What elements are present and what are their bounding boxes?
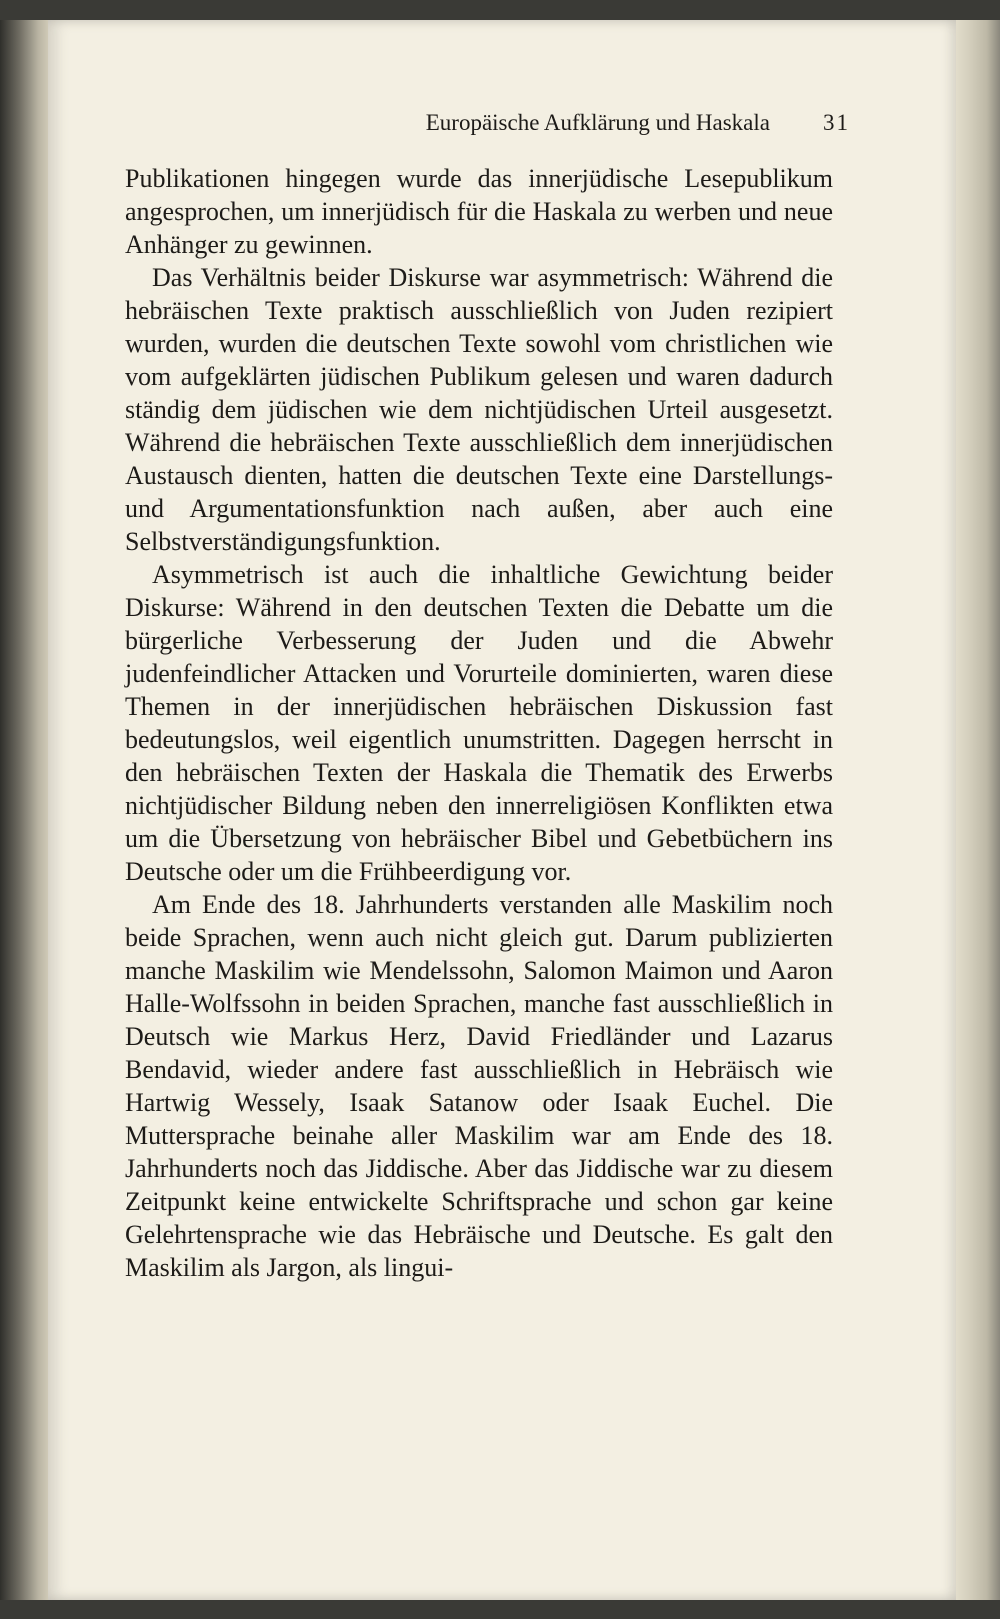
page-edge <box>956 20 1000 1600</box>
running-title: Europäische Aufklärung und Haskala <box>425 110 770 135</box>
paragraph: Asymmetrisch ist auch die inhaltliche Gewichtung beider Diskurse: Während in den deutschen Texten die Debatte um die bürgerliche Verbesserung der Juden und die Abwehr judenfeindlicher Attacken und Vorurteile dominierten, waren diese Themen in der innerjüdischen hebräischen Diskussion fast bedeutungslos, weil eigentlich unumstritten. Dagegen herrscht in den hebräischen Texten der Haskala die Thematik des Erwerbs nichtjüdischer Bildung neben den innerreligiösen Konflikten etwa um die Übersetzung von hebräischer Bibel und Gebetbüchern ins Deutsche oder um die Frühbeerdigung vor. <box>125 560 833 886</box>
paragraph: Am Ende des 18. Jahrhunderts verstanden alle Maskilim noch beide Sprachen, wenn auch nicht gleich gut. Darum publizierten manche Maskilim wie Mendelssohn, Salomon Maimon und Aaron Halle-Wolfssohn in beiden Sprachen, manche fast ausschließlich in Deutsch wie Markus Herz, David Friedländer und Lazarus Bendavid, wieder andere fast ausschließlich in Hebräisch wie Hartwig Wessely, Isaak Satanow oder Isaak Euchel. Die Muttersprache beinahe aller Maskilim war am Ende des 18. Jahrhunderts noch das Jiddische. Aber das Jiddische war zu diesem Zeitpunkt keine entwickelte Schriftsprache und schon gar keine Gelehrtensprache wie das Hebräische und Deutsche. Es galt den Maskilim als Jargon, als lingui- <box>125 890 833 1282</box>
paragraph: Publikationen hingegen wurde das innerjüdische Lesepublikum angesprochen, um innerjüdisch für die Haskala zu werben und neue Anhänger zu gewinnen. <box>125 164 833 259</box>
paragraph: Das Verhältnis beider Diskurse war asymmetrisch: Während die hebräischen Texte praktisch ausschließlich von Juden rezipiert wurden, wurden die deutschen Texte sowohl vom christlichen wie vom aufgeklärten jüdischen Publikum gelesen und waren dadurch ständig dem jüdischen wie dem nichtjüdischen Urteil ausgesetzt. Während die hebräischen Texte ausschließlich dem innerjüdischen Austausch dienten, hatten die deutschen Texte eine Darstellungs- und Argumentationsfunktion nach außen, aber auch eine Selbstverständigungsfunktion. <box>125 263 833 556</box>
page-number: 31 <box>823 110 850 135</box>
body-text <box>125 162 833 1284</box>
book-gutter <box>0 20 48 1600</box>
running-header <box>320 110 850 144</box>
